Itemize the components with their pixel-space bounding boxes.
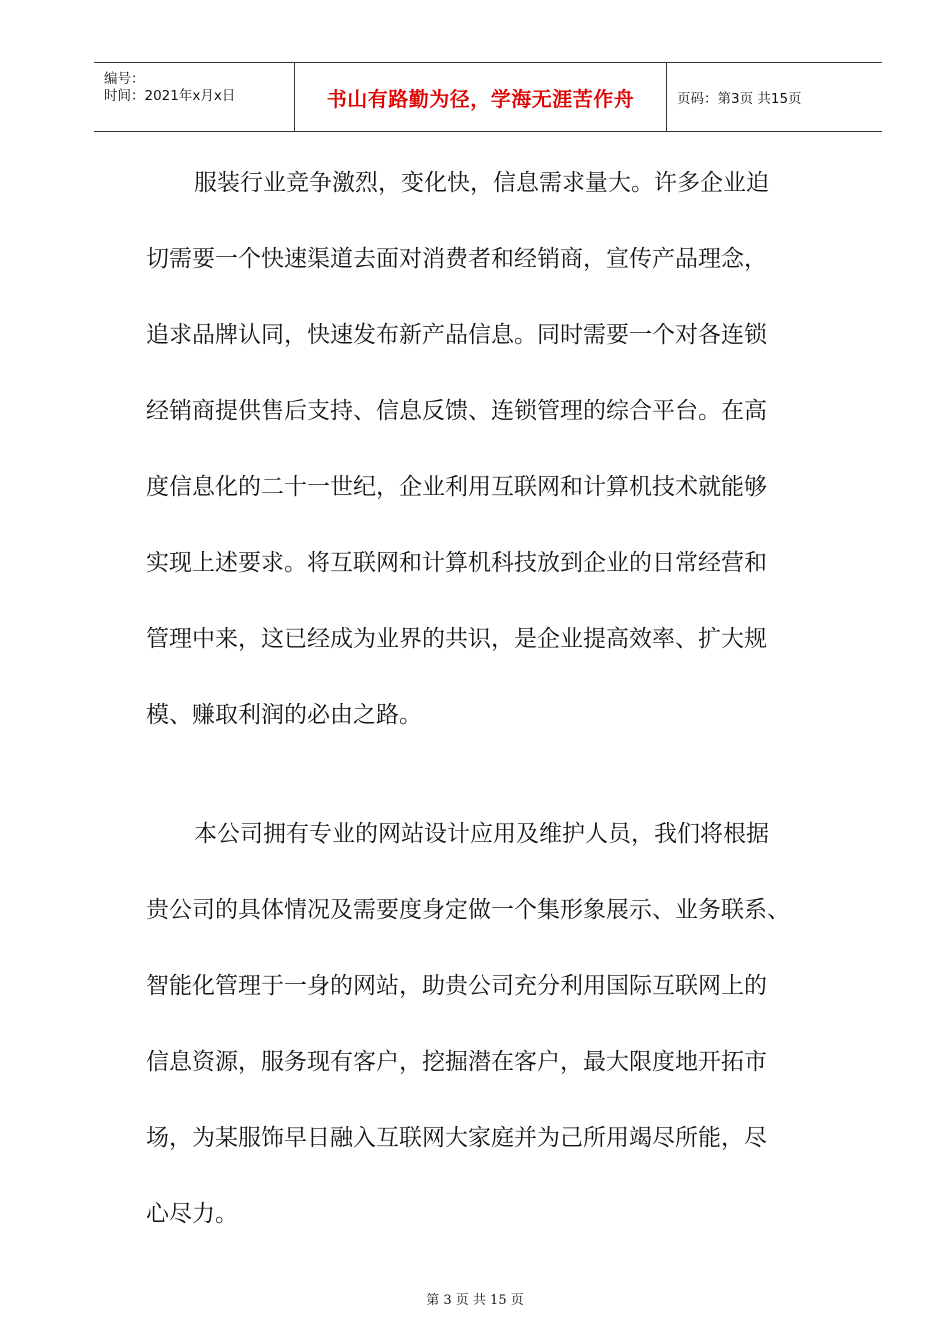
page-header <box>94 62 882 132</box>
paragraph-line: 管理中来，这已经成为业界的共识，是企业提高效率、扩大规 <box>146 626 767 652</box>
paragraph-line: 心尽力。 <box>146 1201 238 1227</box>
header-number-label: 编号： <box>104 71 145 87</box>
paragraph-line: 智能化管理于一身的网站，助贵公司充分利用国际互联网上的 <box>146 973 767 999</box>
header-page-label: 页码：第3页 共15页 <box>677 91 802 107</box>
paragraph-line: 服装行业竞争激烈，变化快，信息需求量大。许多企业迫 <box>194 170 769 196</box>
paragraph-line: 场，为某服饰早日融入互联网大家庭并为己所用竭尽所能，尽 <box>146 1125 767 1151</box>
page-footer: 第 3 页 共 15 页 <box>426 1293 524 1308</box>
paragraph-line: 信息资源，服务现有客户，挖掘潜在客户，最大限度地开拓市 <box>146 1049 767 1075</box>
header-motto: 书山有路勤为径，学海无涯苦作舟 <box>326 86 635 111</box>
paragraph-line: 本公司拥有专业的网站设计应用及维护人员，我们将根据 <box>194 821 769 847</box>
paragraph-line: 模、赚取利润的必由之路。 <box>146 702 422 728</box>
paragraph-line: 切需要一个快速渠道去面对消费者和经销商，宣传产品理念， <box>146 246 767 272</box>
paragraph-line: 经销商提供售后支持、信息反馈、连锁管理的综合平台。在高 <box>146 398 767 424</box>
paragraph-line: 度信息化的二十一世纪，企业利用互联网和计算机技术就能够 <box>146 474 767 500</box>
header-meta <box>94 63 295 131</box>
paragraph-line: 实现上述要求。将互联网和计算机科技放到企业的日常经营和 <box>146 550 767 576</box>
header-time-label: 时间：2021年x月x日 <box>104 88 236 104</box>
paragraph-line: 贵公司的具体情况及需要度身定做一个集形象展示、业务联系、 <box>146 897 790 923</box>
paragraph-line: 追求品牌认同，快速发布新产品信息。同时需要一个对各连锁 <box>146 322 767 348</box>
header-motto-cell <box>295 63 667 131</box>
header-page-cell <box>667 63 882 131</box>
